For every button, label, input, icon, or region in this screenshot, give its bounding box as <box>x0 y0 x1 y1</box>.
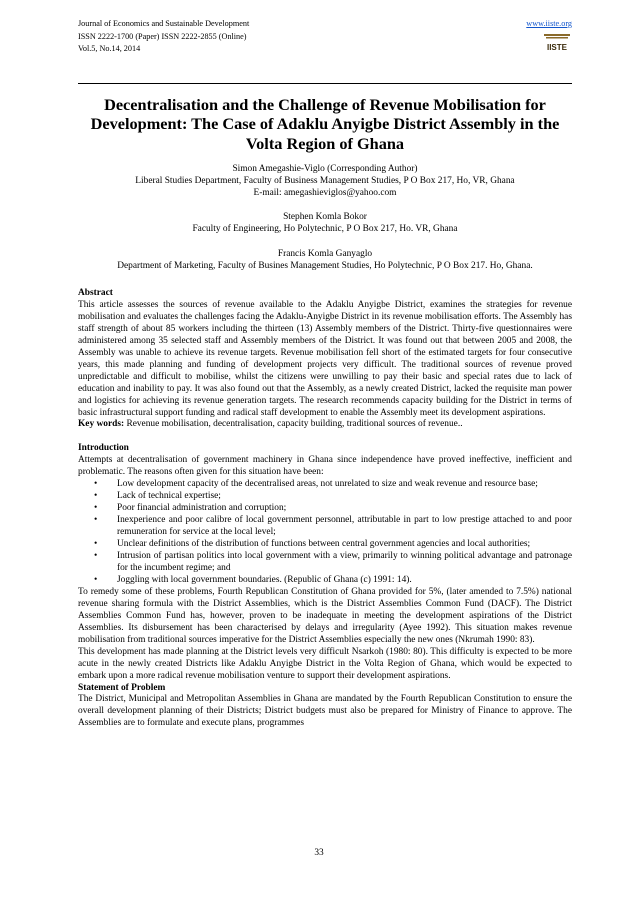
list-item: • Poor financial administration and corruption; <box>94 503 287 514</box>
introduction-heading: Introduction <box>78 443 129 454</box>
list-item: • Lack of technical expertise; <box>94 491 221 502</box>
list-item: • Intrusion of partisan politics into local government with a view, primarily to winning political advantage and patronage for the incumbent regime; and <box>94 551 572 573</box>
introduction-paragraph-2: To remedy some of these problems, Fourth Republican Constitution of Ghana provided for 5%, (later amended to 7.5%) national revenue sharing formula with the District Assemblies, which is the District Assemblies Common Fund (DACF). The District Assemblies Common Fund has, however, proven to be inadequate in meeting the development aspirations of the District Assemblies. Its disbursement has been characterised by delays and irregularity (Ayee 1992). This situation makes revenue mobilisation from traditional sources imperative for the District Assemblies especially the new ones (Nkrumah 1990: 83). <box>78 586 572 645</box>
author-affiliation: Liberal Studies Department, Faculty of Business Management Studies, P O Box 217, Ho, VR, Ghana <box>135 176 515 187</box>
volume-line: Vol.5, No.14, 2014 <box>78 44 141 54</box>
paper-body <box>78 288 572 730</box>
bullet-icon: • <box>94 479 98 490</box>
list-item: • Low development capacity of the decentralised areas, not unrelated to size and weak revenue and resource base; <box>94 479 538 490</box>
keywords-line <box>78 419 572 431</box>
author-block-1 <box>70 163 580 200</box>
keywords-text: Revenue mobilisation, decentralisation, capacity building, traditional sources of revenue.. <box>124 419 463 430</box>
author-affiliation: Department of Marketing, Faculty of Busines Management Studies, Ho Polytechnic, P O Box 217. Ho, Ghana. <box>117 261 533 272</box>
author-email: E-mail: amegashieviglos@yahoo.com <box>253 188 397 199</box>
problem-heading: Statement of Problem <box>78 682 166 693</box>
keywords-label: Key words: <box>78 419 125 430</box>
list-item: • Unclear definitions of the distribution of functions between central government agencies and local authorities; <box>94 539 531 550</box>
author-name: Francis Komla Ganyaglo <box>277 249 373 259</box>
paper-title: Decentralisation and the Challenge of Revenue Mobilisation for Development: The Case of Adaklu Anyigbe District Assembly in the Volta Region of Ghana <box>90 95 560 153</box>
bullet-icon: • <box>94 539 98 550</box>
reasons-list <box>78 479 572 587</box>
abstract-text: This article assesses the sources of revenue available to the Adaklu Anyigbe District, examines the strategies for revenue mobilisation and evaluates the challenges facing the Adaklu-Anyigbe District in its revenue mobilisation efforts. The Assembly has staff strength of about 85 workers including the thirteen (13) Assembly members of the District. Thirty-five questionnaires were administered among 35 selected staff and Assembly members of the District. It was found out that between 2005 and 2008, the Assembly was unable to achieve its revenue targets. Revenue mobilisation fell short of the estimated targets for four consecutive years, this made planning and funding of development projects very difficult. The traditional sources of revenue proved unpredictable and difficult to mobilise, whilst the citizens were unwilling to pay their basic and special rates due to lack of education and inability to pay. It was also found out that the Assembly, as a newly created District, lacked the requisite man power and logistics for achieving its revenue generation targets. The research recommends capacity building for the District in terms of basic infrastructural support funding and radical staff development to enable the Assembly meet its development aspirations. <box>78 299 572 418</box>
bullet-icon: • <box>94 574 98 585</box>
bullet-icon: • <box>94 491 98 502</box>
journal-name: Journal of Economics and Sustainable Development <box>78 19 250 28</box>
running-header <box>78 18 572 56</box>
list-item: • Joggling with local government boundaries. (Republic of Ghana (c) 1991: 14). <box>94 574 412 585</box>
page-number: 33 <box>314 848 324 858</box>
header-rule <box>78 83 572 84</box>
author-block-3 <box>70 248 580 272</box>
author-block-2 <box>70 211 580 235</box>
problem-text: The District, Municipal and Metropolitan Assemblies in Ghana are mandated by the Fourth Republican Constitution to ensure the overall development planning of their Districts; District budgets must also be prepared for Ministry of Finance to approve. The Assemblies are to formulate and execute plans, programmes <box>78 694 572 729</box>
issn-line: ISSN 2222-1700 (Paper) ISSN 2222-2855 (Online) <box>78 31 247 41</box>
logo-lettering: IISTE <box>546 43 568 52</box>
author-affiliation: Faculty of Engineering, Ho Polytechnic, P O Box 217, Ho. VR, Ghana <box>192 224 458 235</box>
author-name: Simon Amegashie-Viglo (Corresponding Author) <box>232 164 418 174</box>
introduction-lead: Attempts at decentralisation of government machinery in Ghana since independence have proved ineffective, inefficient and problematic. The reasons often given for this situation have been: <box>78 455 572 478</box>
list-item: • Inexperience and poor calibre of local government personnel, attributable in part to low prestige attached to and poor remuneration for service at the local level; <box>94 515 572 538</box>
iiste-logo <box>542 32 572 54</box>
bullet-icon: • <box>94 503 98 514</box>
abstract-heading: Abstract <box>78 288 113 298</box>
bullet-icon: • <box>94 515 98 526</box>
journal-website-link[interactable]: www.iiste.org <box>526 19 572 28</box>
introduction-paragraph-3: This development has made planning at the District levels very difficult Nsarkoh (1980: 80). This difficulty is expected to be more acute in the newly created Districts like Adaklu Anyigbe District in the Volta Region of Ghana, which would be expected to embark upon a more radical revenue mobilisation venture to support their development aspirations. <box>78 646 572 681</box>
author-name: Stephen Komla Bokor <box>283 212 367 222</box>
bullet-icon: • <box>94 551 98 562</box>
